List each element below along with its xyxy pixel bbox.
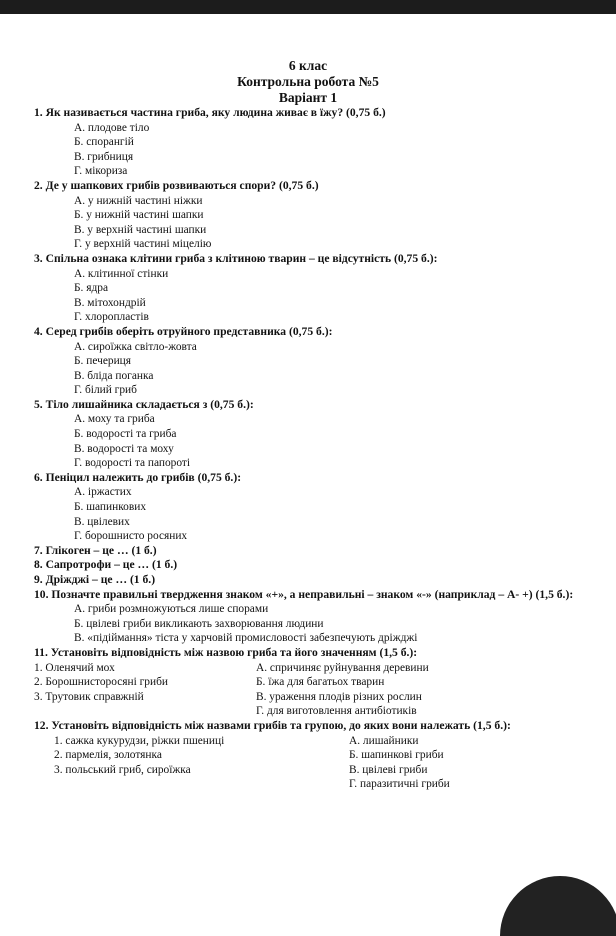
question-11: 11. Установіть відповідність між назвою гриба та його значенням (1,5 б.): xyxy=(34,645,418,659)
question-1: 1. Як називається частина гриба, яку людина живає в їжу? (0,75 б.) xyxy=(34,106,386,119)
q11-left-empty xyxy=(0,704,256,719)
q12-row xyxy=(0,763,616,778)
q12-right-a: А. лишайники xyxy=(349,734,419,747)
q12-row xyxy=(0,734,616,749)
q3-option-b: Б. ядра xyxy=(74,282,109,295)
q12-left-1: 1. сажка кукурудзи, ріжки пшениці xyxy=(54,734,225,747)
q4-option-a: А. сироїжка світло-жовта xyxy=(74,340,197,353)
q12-right-d: Г. паразитичні гриби xyxy=(349,778,450,791)
q2-option-a: А. у нижній частині ніжки xyxy=(74,194,203,207)
q11-right-a: А. спричиняє руйнування деревини xyxy=(256,661,429,674)
q1-option-d: Г. мікориза xyxy=(74,165,128,178)
q11-row xyxy=(0,690,616,705)
q11-right-b: Б. їжа для багатьох тварин xyxy=(256,676,385,689)
q11-row xyxy=(0,675,616,690)
question-8: 8. Сапротрофи – це … (1 б.) xyxy=(34,558,178,572)
q5-option-b: Б. водорості та гриба xyxy=(74,428,177,441)
q12-left-empty xyxy=(0,777,349,792)
question-3: 3. Спільна ознака клітини гриба з клітиною тварин – це відсутність (0,75 б.): xyxy=(34,251,438,265)
q6-option-a: А. іржастих xyxy=(74,486,132,499)
q3-option-c: В. мітохондрій xyxy=(74,296,146,309)
q5-option-d: Г. водорості та папороті xyxy=(74,457,191,470)
q6-option-d: Г. борошнисто росяних xyxy=(74,530,188,543)
q1-option-a: А. плодове тіло xyxy=(74,121,150,134)
question-10: 10. Позначте правильні твердження знаком «+», а неправильні – знаком «-» (наприклад – А- +) (1,5 б.): xyxy=(34,587,574,601)
q10-option-b: Б. цвілеві гриби викликають захворювання людини xyxy=(74,617,324,630)
q11-row xyxy=(0,704,616,719)
grade-heading: 6 клас xyxy=(288,58,328,73)
question-4: 4. Серед грибів оберіть отруйного представника (0,75 б.): xyxy=(34,324,333,338)
q12-row xyxy=(0,777,616,792)
question-9: 9. Дріжджі – це … (1 б.) xyxy=(34,573,156,586)
top-bar xyxy=(0,0,616,14)
q3-option-d: Г. хлоропластів xyxy=(74,311,149,324)
q4-option-d: Г. білий гриб xyxy=(74,384,137,397)
q11-right-d: Г. для виготовлення антибіотиків xyxy=(256,705,417,718)
question-6: 6. Пеніцил належить до грибів (0,75 б.): xyxy=(34,470,242,484)
q6-option-c: В. цвілевих xyxy=(74,515,130,528)
q2-option-c: В. у верхній частині шапки xyxy=(74,223,207,236)
test-page xyxy=(0,58,616,792)
q10-option-a: А. гриби розмножуються лише спорами xyxy=(74,603,269,616)
q12-right-b: Б. шапинкові гриби xyxy=(349,749,444,762)
q10-option-c: В. «підіймання» тіста у харчовій промисловості забезпечують дріжджі xyxy=(74,632,418,645)
q4-option-c: В. бліда поганка xyxy=(74,369,154,382)
question-7: 7. Глікоген – це … (1 б.) xyxy=(34,543,157,557)
q6-option-b: Б. шапинкових xyxy=(74,501,147,514)
q3-option-a: А. клітинної стінки xyxy=(74,267,169,280)
q11-left-3: 3. Трутовик справжній xyxy=(34,690,144,703)
q5-option-a: А. моху та гриба xyxy=(74,413,155,426)
dark-corner-overlay xyxy=(500,876,616,936)
q1-option-c: В. грибниця xyxy=(74,150,134,163)
question-5: 5. Тіло лишайника складається з (0,75 б.): xyxy=(34,397,254,411)
question-2: 2. Де у шапкових грибів розвиваються спори? (0,75 б.) xyxy=(34,178,319,192)
variant-heading: Варіант 1 xyxy=(278,90,338,105)
q11-left-2: 2. Борошнисторосяні гриби xyxy=(34,676,168,689)
q12-left-3: 3. польський гриб, сироїжка xyxy=(54,763,191,776)
q2-option-d: Г. у верхній частині міцелію xyxy=(74,238,212,251)
q11-right-c: В. ураження плодів різних рослин xyxy=(256,690,422,703)
q12-row xyxy=(0,748,616,763)
q11-row xyxy=(0,661,616,676)
q1-option-b: Б. спорангій xyxy=(74,136,134,149)
q12-left-2: 2. пармелія, золотянка xyxy=(54,749,162,762)
q4-option-b: Б. печериця xyxy=(74,355,132,368)
q2-option-b: Б. у нижній частині шапки xyxy=(74,209,204,222)
q5-option-c: В. водорості та моху xyxy=(74,442,174,455)
q12-right-c: В. цвілеві гриби xyxy=(349,763,428,776)
test-title: Контрольна робота №5 xyxy=(237,74,379,89)
q11-left-1: 1. Оленячий мох xyxy=(34,661,115,674)
question-12: 12. Установіть відповідність між назвами грибів та групою, до яких вони належать (1,5 б.): xyxy=(34,718,511,732)
